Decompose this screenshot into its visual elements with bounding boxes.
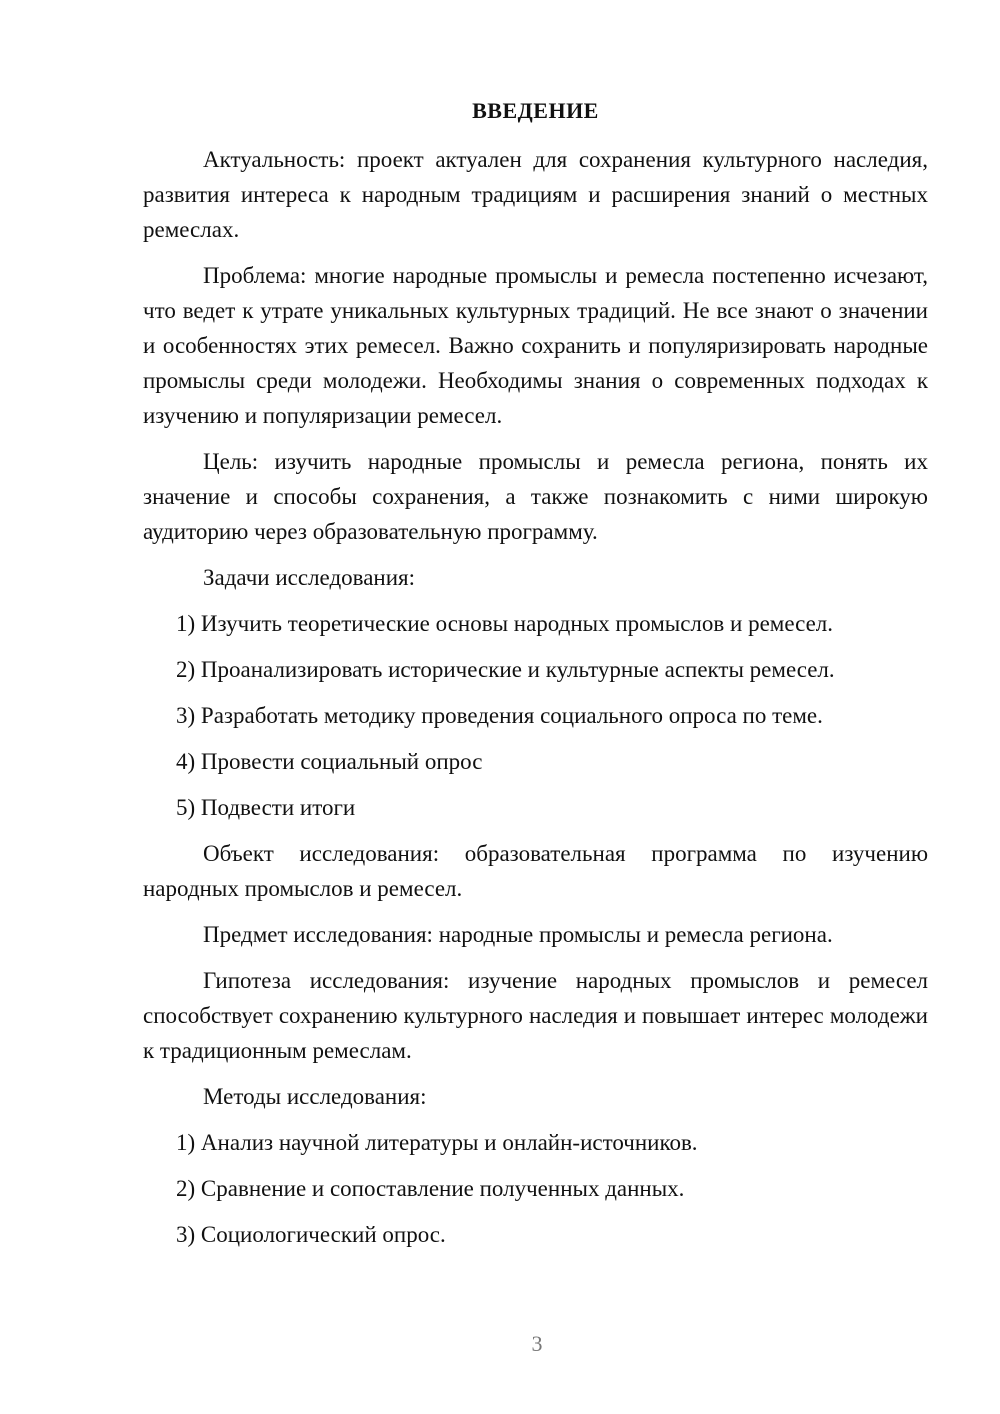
task-item: 5) Подвести итоги — [176, 795, 356, 820]
methods-heading: Методы исследования: — [203, 1084, 427, 1109]
hypothesis-paragraph: Гипотеза исследования: изучение народных промыслов и ремесел способствует сохранению культурного наследия и повышает интерес молодежи к традиционным ремеслам. — [143, 968, 928, 1063]
task-item: 2) Проанализировать исторические и культурные аспекты ремесел. — [176, 657, 835, 682]
method-item: 2) Сравнение и сопоставление полученных данных. — [176, 1176, 685, 1201]
task-item: 3) Разработать методику проведения социального опроса по теме. — [176, 703, 823, 728]
page-number: 3 — [531, 1331, 543, 1356]
task-item: 1) Изучить теоретические основы народных промыслов и ремесел. — [176, 611, 834, 636]
method-item: 1) Анализ научной литературы и онлайн-источников. — [176, 1130, 698, 1155]
problem-paragraph: Проблема: многие народные промыслы и ремесла постепенно исчезают, что ведет к утрате уникальных культурных традиций. Не все знают о значении и особенностях этих ремесел. Важно сохранить и популяризировать народные промыслы среди молодежи. Необходимы знания о современных подходах к изучению и популяризации ремесел. — [143, 263, 928, 428]
method-item: 3) Социологический опрос. — [176, 1222, 446, 1247]
subject-paragraph: Предмет исследования: народные промыслы и ремесла региона. — [203, 922, 833, 947]
relevance-paragraph: Актуальность: проект актуален для сохранения культурного наследия, развития интереса к народным традициям и расширения знаний о местных ремеслах. — [143, 147, 928, 242]
tasks-heading: Задачи исследования: — [203, 565, 416, 590]
object-paragraph: Объект исследования: образовательная программа по изучению народных промыслов и ремесел. — [143, 841, 928, 901]
task-item: 4) Провести социальный опрос — [176, 749, 483, 774]
goal-paragraph: Цель: изучить народные промыслы и ремесла региона, понять их значение и способы сохранения, а также познакомить с ними широкую аудиторию через образовательную программу. — [143, 449, 928, 544]
text-column — [143, 93, 928, 1263]
page-title: ВВЕДЕНИЕ — [472, 98, 599, 123]
